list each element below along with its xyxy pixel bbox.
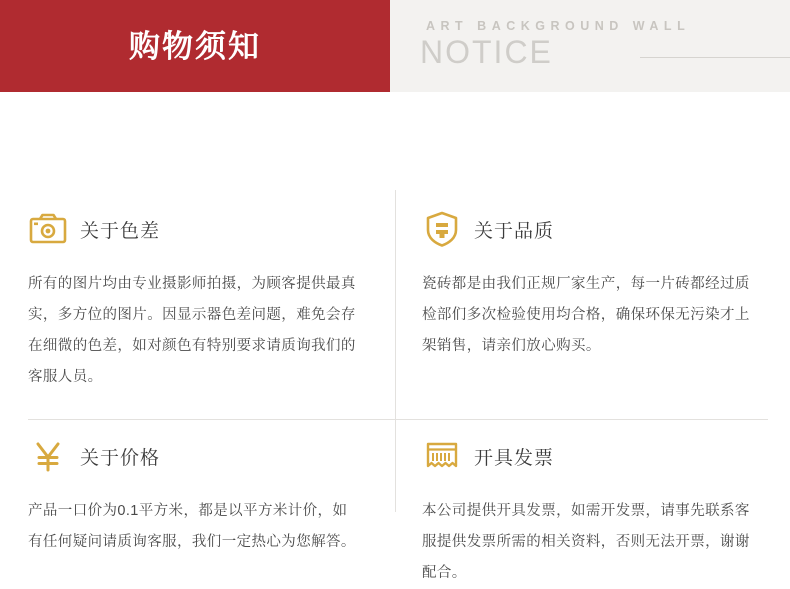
notice-item-title: 关于价格 xyxy=(80,447,161,469)
notice-item-color xyxy=(28,205,378,393)
notice-item-title: 开具发票 xyxy=(474,447,555,469)
notice-item-header xyxy=(422,205,772,253)
notice-item-invoice xyxy=(422,432,772,589)
header-red-banner xyxy=(0,0,390,92)
notice-item-title: 关于品质 xyxy=(474,220,555,242)
notice-item-text: 瓷砖都是由我们正规厂家生产，每一片砖都经过质检部们多次检验使用均合格，确保环保无污染才上架销售，请亲们放心购买。 xyxy=(422,276,750,354)
notice-item-text: 产品一口价为0.1平方米，都是以平方米计价，如有任何疑问请质询客服，我们一定热心为您解答。 xyxy=(28,503,356,550)
page-title: 购物须知 xyxy=(129,28,261,64)
header-rule-divider xyxy=(640,57,790,58)
horizontal-divider xyxy=(28,419,768,420)
notice-item-title: 关于色差 xyxy=(80,220,161,242)
shield-quality-icon xyxy=(422,209,462,249)
camera-icon xyxy=(28,209,68,249)
header-subtitle-en: ART BACKGROUND WALL xyxy=(426,19,691,33)
page-header xyxy=(0,0,790,92)
yuan-price-icon xyxy=(28,436,68,476)
invoice-icon xyxy=(422,436,462,476)
notice-item-header xyxy=(422,432,772,480)
header-right-panel xyxy=(390,0,790,92)
notice-item-text: 本公司提供开具发票，如需开发票，请事先联系客服提供发票所需的相关资料，否则无法开票，谢谢配合。 xyxy=(422,503,750,581)
vertical-divider xyxy=(395,190,396,512)
notice-item-quality xyxy=(422,205,772,362)
notice-grid xyxy=(0,92,790,581)
header-notice-en: NOTICE xyxy=(420,34,553,70)
notice-item-price xyxy=(28,432,378,558)
notice-item-header xyxy=(28,432,378,480)
notice-item-text: 所有的图片均由专业摄影师拍摄，为顾客提供最真实，多方位的图片。因显示器色差问题，难免会存在细微的色差，如对颜色有特别要求请质询我们的客服人员。 xyxy=(28,276,356,385)
notice-item-header xyxy=(28,205,378,253)
